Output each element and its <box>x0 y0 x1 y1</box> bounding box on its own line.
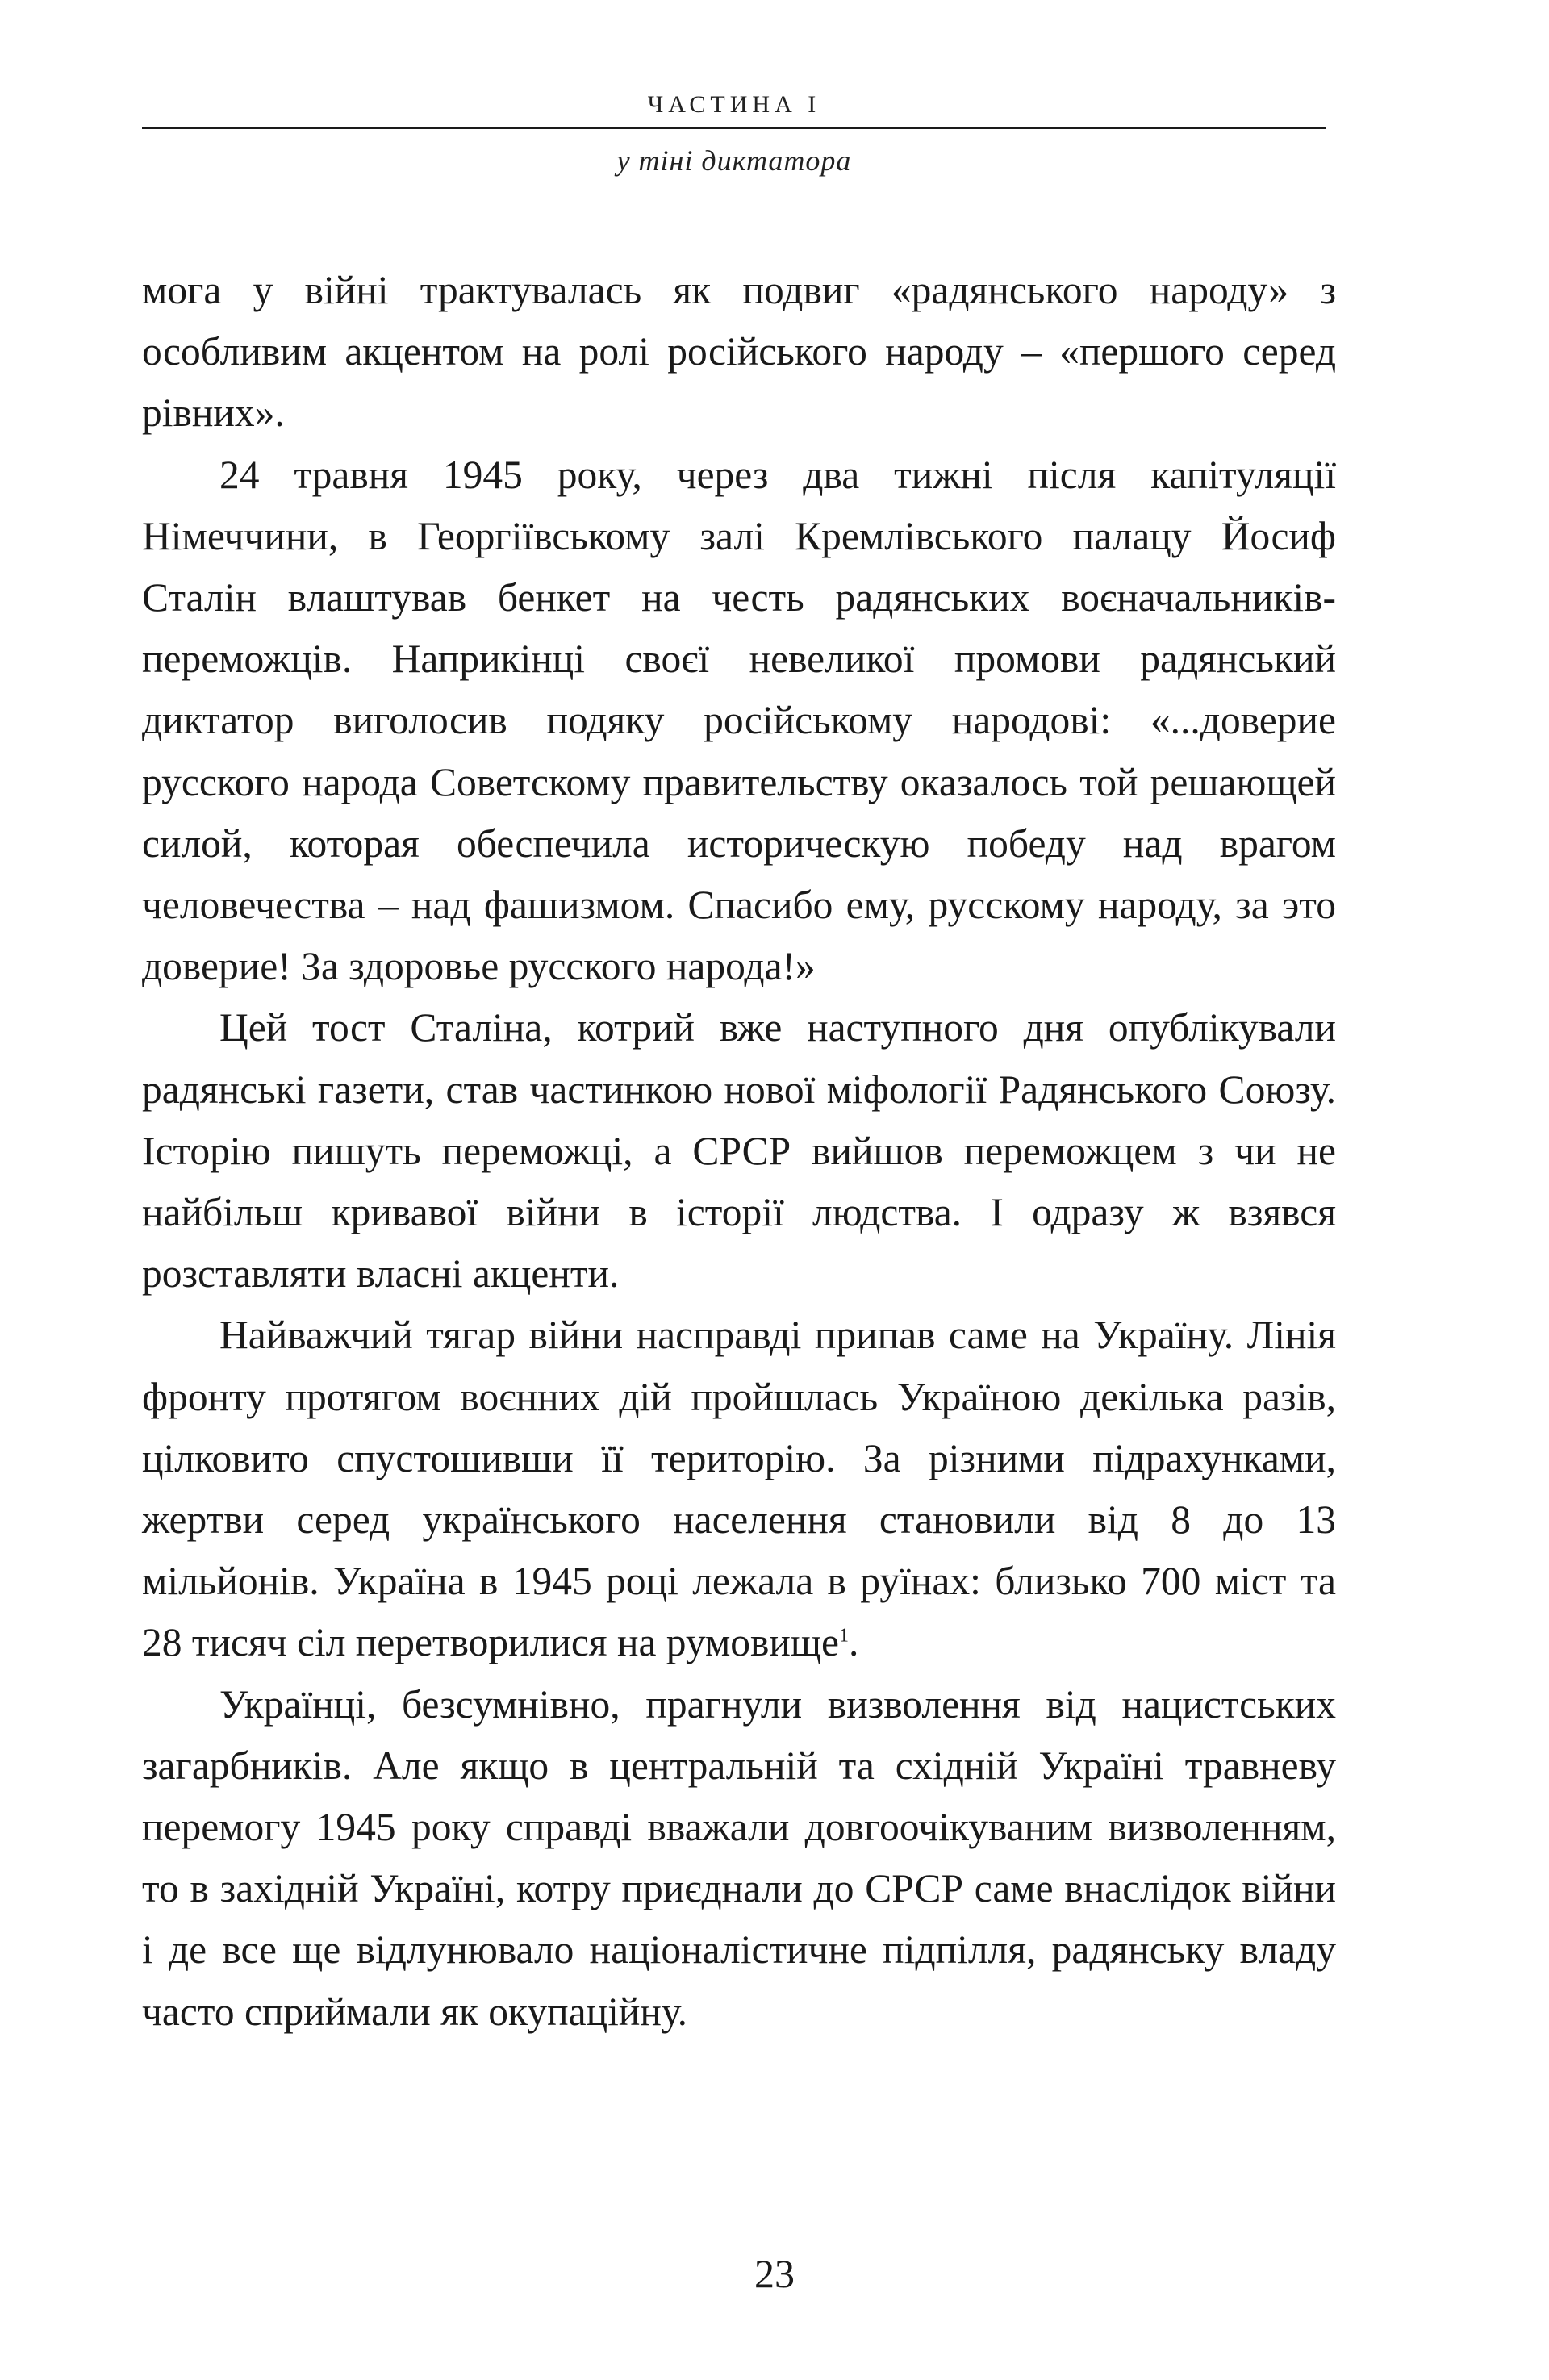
paragraph-4-tail: . <box>849 1620 859 1665</box>
header-rule <box>142 127 1326 129</box>
paragraph-2: 24 травня 1945 року, через два тижні після капітуляції Німеччини, в Георгіївському залі Кремлівського палацу Йосиф Сталін влаштував бенкет на честь радянських воєначальників-переможців. Наприкінці своєї невеликої промови радянський диктатор виголосив подяку російському народові: «...доверие русского народа Советскому правительству оказалось той решающей силой, которая обеспечила историческую победу над врагом человечества – над фашизмом. Спасибо ему, русскому народу, за это доверие! За здоровье русского народа!» <box>142 452 1336 989</box>
part-subtitle: у тіні диктатора <box>616 144 852 177</box>
page-number: 23 <box>754 2251 795 2296</box>
footnote-marker: 1 <box>839 1625 850 1647</box>
paragraph-4 <box>142 1305 1336 1673</box>
body-text <box>142 260 1336 2043</box>
running-head <box>142 89 1326 181</box>
paragraph-5: Українці, безсумнівно, прагнули визволення від нацистських загарбників. Але якщо в центральній та східній Україні травневу перемогу 1945 року справді вважали довгоочікуваним визволенням, то в західній Україні, котру приєднали до СРСР саме внаслідок війни і де все ще відлунювало націоналістичне підпілля, радянську владу часто сприймали як окупаційну. <box>142 1681 1336 2034</box>
paragraph-1: мога у війні трактувалась як подвиг «радянського народу» з особливим акцентом на ролі російського народу – «першого серед рівних». <box>142 268 1336 436</box>
paragraph-4-text: Найважчий тягар війни насправді припав саме на Україну. Лінія фронту протягом воєнних дій пройшлась Україною декілька разів, цілковито спустошивши її територію. За різними підрахунками, жертви серед українського населення становили від 8 до 13 мільйонів. Україна в 1945 році лежала в руїнах: близько 700 міст та 28 тисяч сіл перетворилися на румовище <box>142 1313 1336 1665</box>
paragraph-3: Цей тост Сталіна, котрий вже наступного дня опублікували радянські газети, став частинкою нової міфології Радянського Союзу. Історію пишуть переможці, а СРСР вийшов переможцем з чи не найбільш кривавої війни в історії людства. І одразу ж взявся розставляти власні акценти. <box>142 1005 1336 1296</box>
part-label: ЧАСТИНА I <box>647 91 821 118</box>
